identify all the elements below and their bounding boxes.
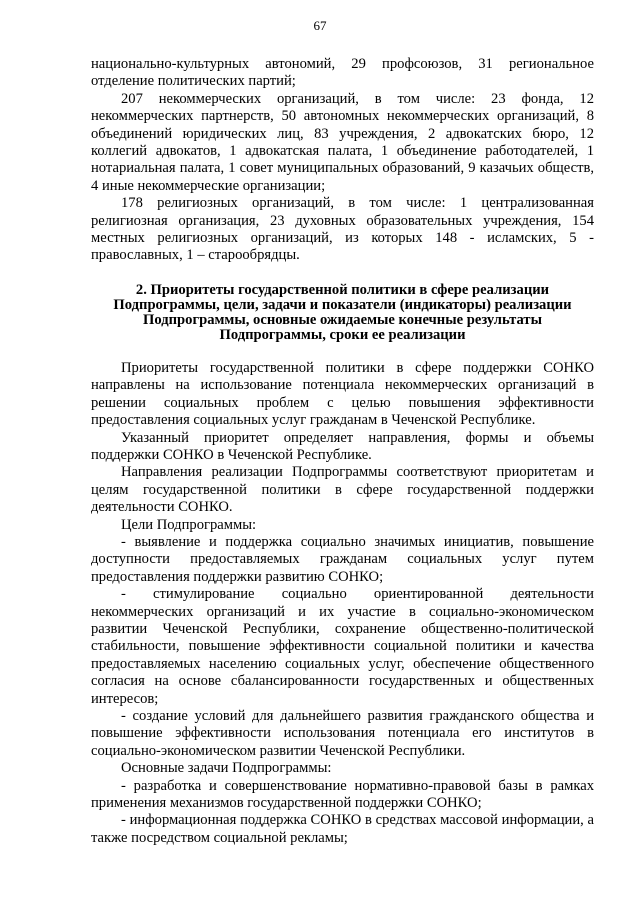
list-item-goal-3: - создание условий для дальнейшего развития гражданского общества и повышение эффективности использования потенциала его институтов в социально-экономическом развитии Чеченской Республики. [91,708,594,759]
page-number: 67 [313,18,327,33]
paragraph-priority-defines: Указанный приоритет определяет направления, формы и объемы поддержки СОНКО в Чеченской Республике. [91,429,594,463]
list-item-goal-1: - выявление и поддержка социально значимых инициатив, повышение доступности предоставляемых гражданам социальных услуг путем предоставления поддержки развитию СОНКО; [91,533,594,585]
paragraph-goals-heading: Цели Подпрограммы: [121,516,257,533]
list-item-task-1: - разработка и совершенствование нормативно-правовой базы в рамках применения механизмов государственной поддержки СОНКО; [91,777,594,812]
paragraph-tasks-heading: Основные задачи Подпрограммы: [121,760,332,777]
paragraph-priorities: Приоритеты государственной политики в сфере поддержки СОНКО направлены на использование потенциала некоммерческих организаций в решении социальных проблем с целью повышения эффективности предоставления социальных услуг гражданам в Чеченской Республике. [91,359,594,429]
paragraph-autonomies: национально-культурных автономий, 29 профсоюзов, 31 региональное отделение политических партий; [91,56,594,90]
list-item-task-2: - информационная поддержка СОНКО в средствах массовой информации, а также посредством социальной рекламы; [91,812,594,846]
paragraph-directions: Направления реализации Подпрограммы соответствуют приоритетам и целям государственной политики в сфере государственной поддержки деятельности СОНКО. [91,464,594,516]
paragraph-nonprofit-organizations: 207 некоммерческих организаций, в том числе: 23 фонда, 12 некоммерческих партнерств, 50 автономных некоммерческих организаций, 8 объединений юридических лиц, 83 учреждения, 2 адвокатских бюро, 12 коллегий адвокатов, 1 адвокатская палата, 1 объединение работодателей, 1 нотариальная палата, 1 совет муниципальных образований, 9 казачьих обществ, 4 иные некоммерческие организации; [91,90,594,194]
section-title: 2. Приоритеты государственной политики в сфере реализации Подпрограммы, цели, задачи и показатели (индикаторы) реализации Подпрограммы, основные ожидаемые конечные результаты Подпрограммы, сроки ее реализации [113,281,572,343]
list-item-goal-2: - стимулирование социально ориентированной деятельности некоммерческих организаций и их участие в социально-экономическом развитии Чеченской Республики, сохранение общественно-политической стабильности, повышение эффективности социальной политики и качества предоставляемых населению социальных услуг, обеспечение общественного согласия на основе сбалансированности государственных и общественных интересов; [91,586,594,707]
paragraph-religious-organizations: 178 религиозных организаций, в том числе: 1 централизованная религиозная организация, 23 духовных образовательных учреждения, 154 местных религиозных организаций, из которых 148 - исламских, 5 - православных, 1 – старообрядцы. [91,195,594,264]
document-body [91,56,594,847]
